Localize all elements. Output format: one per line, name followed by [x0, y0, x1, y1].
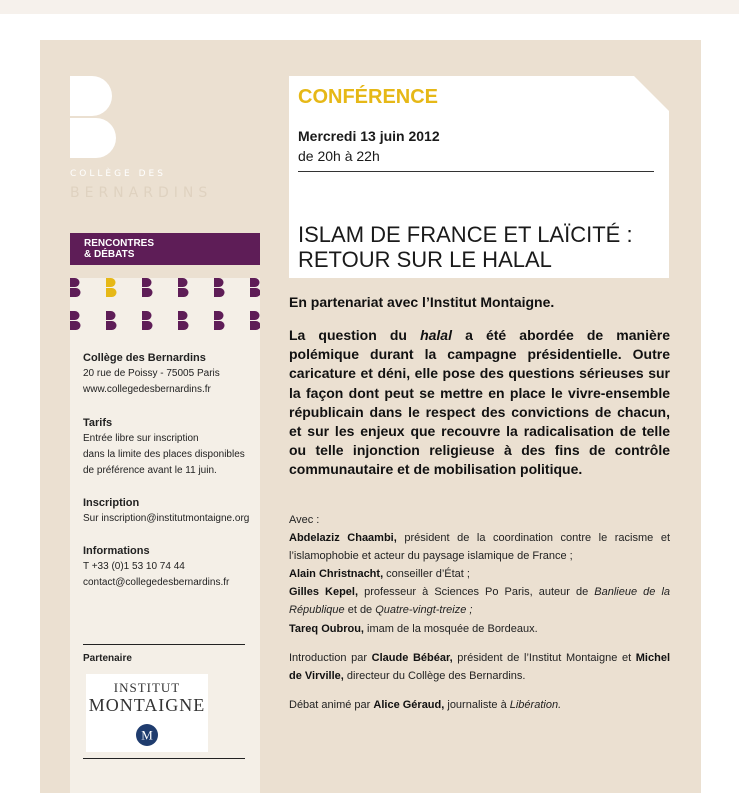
- b-logo-icon: [70, 76, 120, 158]
- top-strip: [0, 0, 739, 14]
- speaker-item: [289, 565, 670, 583]
- speaker-desc: conseiller d’État ;: [383, 568, 470, 581]
- montaigne-seal-icon: [135, 723, 159, 747]
- intro-text: a été abordée de manière polémique durant la campagne présidentielle. Outre caricature et déni, elle pose des questions sérieuses sur la façon dont peut se mettre en place le vivre-ensemble républicain dans le respect des convictions de chacun, et sur les enjeux que recouvre la radicalisation de telle ou telle injonction religieuse à des fins de contrôle communautaire et de mobilisation politique.: [289, 327, 670, 478]
- speaker-desc: professeur à Sciences Po Paris, auteur de: [358, 586, 595, 599]
- moderation-paragraph: [289, 696, 670, 714]
- outlet-name: Libération.: [509, 699, 562, 711]
- event-title: [298, 222, 664, 272]
- partenaire-block: [83, 651, 258, 667]
- intro-italic: halal: [420, 327, 452, 343]
- moderation-prefix: Débat animé par: [289, 699, 374, 711]
- partenaire-heading: Partenaire: [83, 653, 132, 664]
- tarifs-block: [83, 415, 258, 479]
- speaker-name: Alain Christnacht,: [289, 568, 384, 581]
- speaker-desc: et de: [344, 604, 376, 617]
- inscription-heading: Inscription: [83, 497, 140, 509]
- book-title: Quatre-vingt-treize ;: [375, 604, 473, 617]
- inscription-email-link[interactable]: Sur inscription@institutmontaigne.org: [83, 513, 250, 524]
- speaker-desc: président de la coordination contre le racisme et l’islamophobie et acteur du paysage islamique de France ;: [289, 532, 670, 563]
- person-desc: directeur du Collège des Bernardins.: [343, 670, 526, 683]
- book-title: Banlieue de la République: [289, 586, 670, 617]
- speaker-name: Abdelaziz Chaambi,: [289, 532, 397, 545]
- tarifs-line-3: de préférence avant le 11 juin.: [83, 465, 217, 476]
- divider: [83, 758, 245, 759]
- b-pattern-decoration: [70, 278, 260, 338]
- avec-label: Avec :: [289, 514, 320, 526]
- brand-line-2: BERNARDINS: [70, 185, 213, 201]
- speakers-block: [289, 511, 670, 638]
- person-name: Michel de Virville,: [289, 652, 670, 683]
- category-line-2: & DÉBATS: [84, 249, 135, 260]
- speaker-name: Tareq Oubrou,: [289, 622, 364, 635]
- speaker-item: [289, 529, 670, 565]
- introduction-paragraph: [289, 649, 670, 685]
- person-name: Alice Géraud,: [373, 699, 445, 711]
- divider: [83, 644, 245, 645]
- person-desc: président de l’Institut Montaigne et: [452, 652, 636, 664]
- seal-letter: M: [141, 727, 153, 743]
- logo-line-2: MONTAIGNE: [88, 695, 206, 715]
- contact-email-link[interactable]: contact@collegedesbernardins.fr: [83, 577, 230, 588]
- speaker-item: [289, 620, 670, 638]
- intro-text: La question du: [289, 327, 421, 343]
- inscription-block: [83, 495, 258, 527]
- website-link[interactable]: www.collegedesbernardins.fr: [83, 384, 211, 395]
- speaker-desc: imam de la mosquée de Bordeaux.: [363, 622, 538, 635]
- card-divider: [298, 171, 654, 172]
- partnership-line: En partenariat avec l’Institut Montaigne.: [289, 294, 555, 310]
- informations-heading: Informations: [83, 545, 150, 557]
- intro-prefix: Introduction par: [289, 652, 372, 664]
- title-line-1: ISLAM DE FRANCE ET LAÏCITÉ :: [298, 222, 633, 247]
- address-heading: Collège des Bernardins: [83, 352, 206, 364]
- informations-block: [83, 543, 258, 591]
- intro-paragraph: [289, 326, 670, 480]
- address-line-1: 20 rue de Poissy - 75005 Paris: [83, 368, 220, 379]
- event-date: Mercredi 13 juin 2012: [298, 128, 440, 144]
- category-line-1: RENCONTRES: [84, 238, 155, 249]
- person-desc: journaliste à: [444, 699, 510, 711]
- college-logo: [70, 76, 213, 206]
- title-line-2: RETOUR SUR LE HALAL: [298, 247, 552, 272]
- tarifs-line-2: dans la limite des places disponibles: [83, 449, 245, 460]
- speaker-item: [289, 583, 670, 619]
- institut-montaigne-logo[interactable]: [86, 674, 208, 752]
- brand-line-1: COLLÈGE DES: [70, 169, 166, 179]
- tarifs-heading: Tarifs: [83, 417, 113, 429]
- category-band: [70, 233, 260, 265]
- tarifs-line-1: Entrée libre sur inscription: [83, 433, 199, 444]
- event-time: de 20h à 22h: [298, 148, 380, 164]
- event-type: CONFÉRENCE: [298, 86, 439, 108]
- person-name: Claude Bébéar,: [371, 652, 453, 664]
- address-block: [83, 350, 258, 398]
- speaker-name: Gilles Kepel,: [289, 586, 359, 599]
- phone-number: T +33 (0)1 53 10 74 44: [83, 561, 185, 572]
- logo-line-1: INSTITUT: [113, 680, 181, 695]
